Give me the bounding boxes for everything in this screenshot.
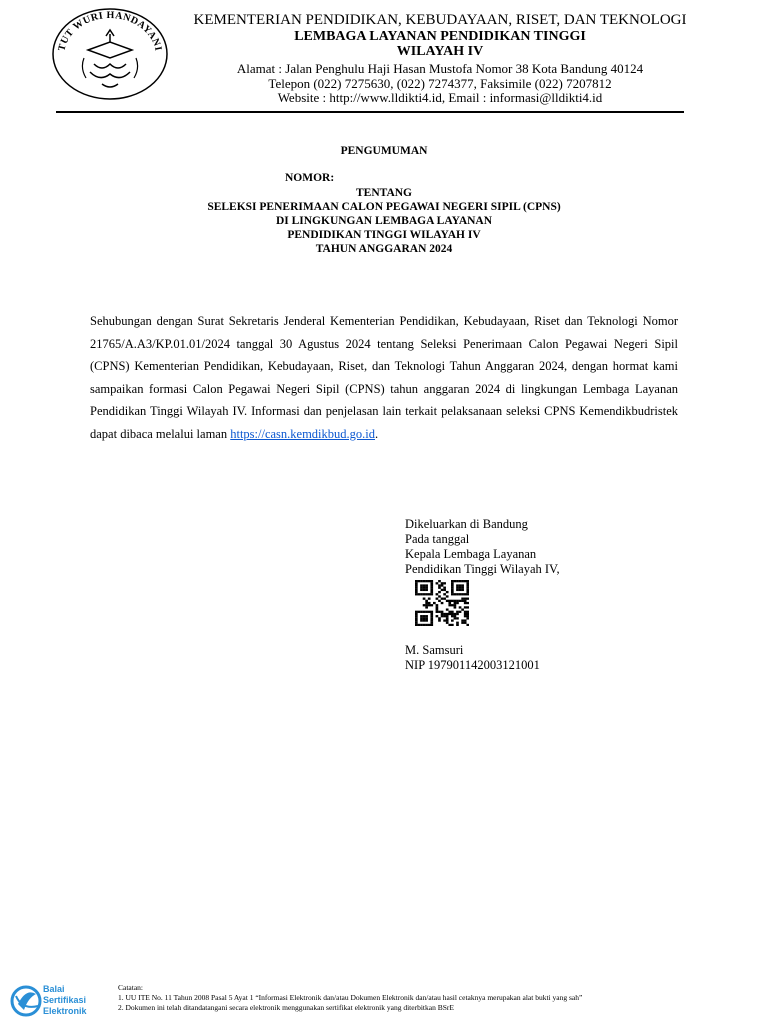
signature-date: Pada tanggal (405, 532, 470, 546)
signatory-name: M. Samsuri (405, 643, 464, 657)
signature-position-line2: Pendidikan Tinggi Wilayah IV, (405, 562, 560, 576)
announcement-body (90, 310, 678, 445)
announcement-title-line3: PENDIDIKAN TINGGI WILAYAH IV (287, 229, 481, 241)
bsre-text-line1: Balai (43, 984, 65, 994)
announcement-title-line4: TAHUN ANGGARAN 2024 (315, 243, 453, 255)
signature-position-line1: Kepala Lembaga Layanan (405, 547, 537, 561)
letterhead-divider (56, 111, 684, 113)
bsre-text-line2: Sertifikasi (43, 995, 87, 1005)
notes-title: Catatan: (118, 983, 143, 992)
agency-region: WILAYAH IV (396, 44, 484, 59)
announcement-heading: PENGUMUMAN (340, 145, 428, 157)
announcement-title-line2: DI LINGKUNGAN LEMBAGA LAYANAN (275, 215, 493, 227)
note-2: 2. Dokumen ini telah ditandatangani secara elektronik menggunakan sertifikat elektronik yang diterbitkan BSrE (118, 1003, 454, 1012)
announcement-title-line1: SELEKSI PENERIMAAN CALON PEGAWAI NEGERI SIPIL (CPNS) (207, 201, 561, 213)
ministry-name: KEMENTERIAN PENDIDIKAN, KEBUDAYAAN, RISET, DAN TEKNOLOGI (193, 12, 687, 28)
announcement-about: TENTANG (355, 187, 413, 199)
footer-notes (118, 983, 766, 1013)
svg-text:TUT WURI HANDAYANI: TUT WURI HANDAYANI (56, 9, 164, 53)
bsre-text-line3: Elektronik (43, 1006, 87, 1016)
casn-link[interactable]: https://casn.kemdikbud.go.id (230, 426, 376, 441)
announcement-number: NOMOR: (285, 172, 335, 184)
body-paragraph: Sehubungan dengan Surat Sekretaris Jenderal Kementerian Pendidikan, Kebudayaan, Riset dan Teknologi Nomor 21765/A.A3/KP.01.01/2024 tanggal 30 Agustus 2024 tentang Seleksi Penerimaan Calon Pegawai Negeri Sipil (CPNS) Kementerian Pendidikan, Kebudayaan, Riset, dan Teknologi Tahun Anggaran 2024, dengan hormat kami sampaikan formasi Calon Pegawai Negeri Sipil (CPNS) tahun anggaran 2024 di lingkungan Lembaga Layanan Pendidikan Tinggi Wilayah IV. Informasi dan penjelasan lain terkait pelaksanaan seleksi CPNS Kemendikbudristek dapat dibaca melalui laman (90, 314, 678, 441)
tut-wuri-handayani-logo (50, 6, 170, 102)
signatory-nip: NIP 197901142003121001 (405, 658, 540, 672)
bsre-logo (8, 980, 116, 1022)
agency-name: LEMBAGA LAYANAN PENDIDIKAN TINGGI (294, 29, 586, 44)
agency-website: Website : http://www.lldikti4.id, Email : informasi@lldikti4.id (277, 90, 603, 105)
signature-qr-code (415, 580, 469, 626)
signature-issued-place: Dikeluarkan di Bandung (405, 517, 528, 531)
agency-address: Alamat : Jalan Penghulu Haji Hasan Mustofa Nomor 38 Kota Bandung 40124 (236, 61, 644, 76)
body-paragraph-end: . (375, 426, 379, 441)
note-1: 1. UU ITE No. 11 Tahun 2008 Pasal 5 Ayat 1 “Informasi Elektronik dan/atau Dokumen Elektronik dan/atau hasil cetaknya merupakan alat bukti yang sah” (118, 993, 583, 1002)
agency-phone: Telepon (022) 7275630, (022) 7274377, Faksimile (022) 7207812 (268, 76, 612, 91)
